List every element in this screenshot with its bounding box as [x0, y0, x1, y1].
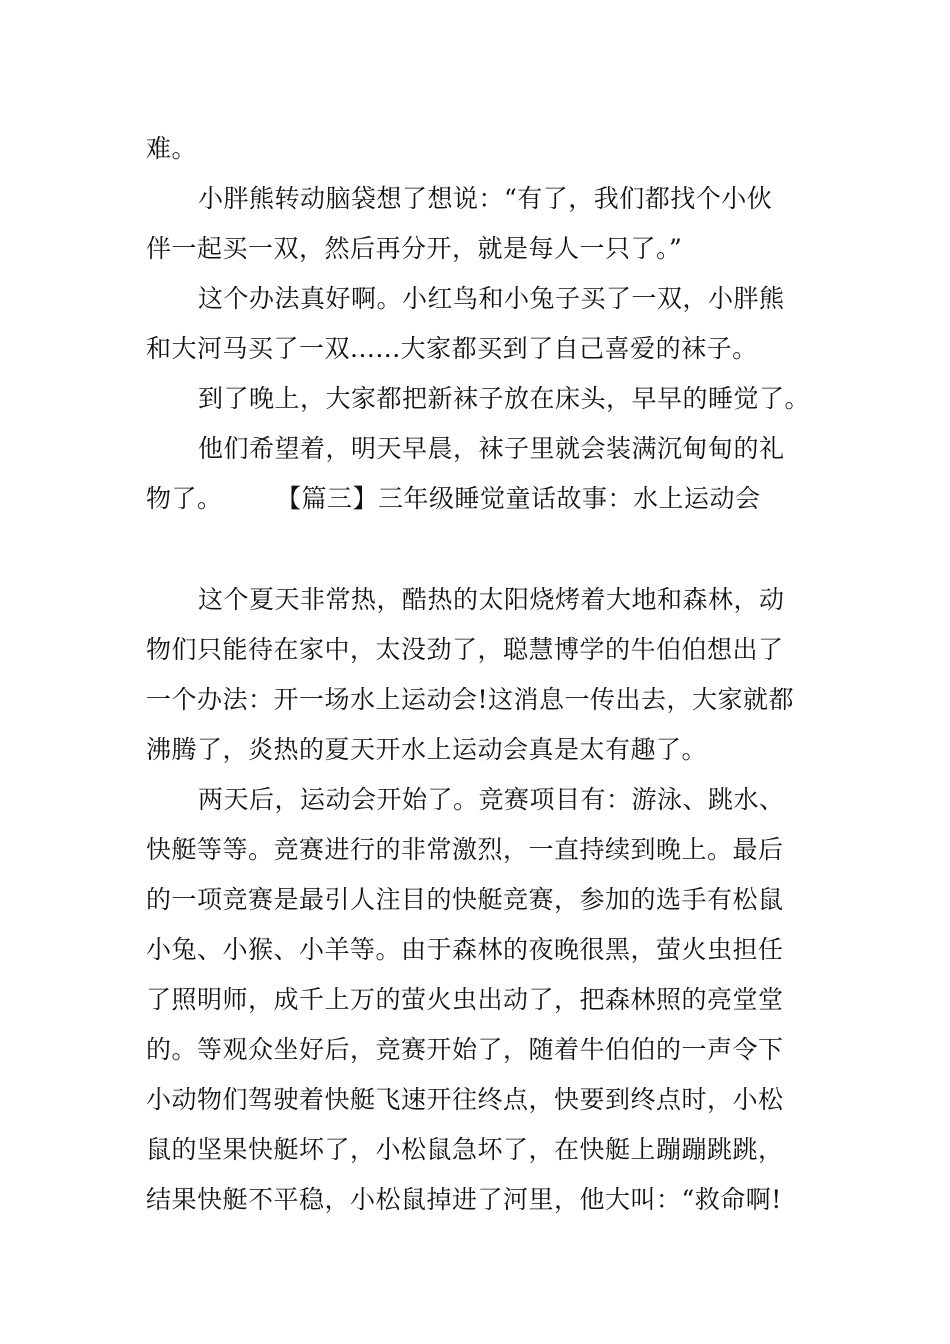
text-line: 伴一起买一双，然后再分开，就是每人一只了。” [146, 234, 683, 263]
text-line: 小兔、小猴、小羊等。由于森林的夜晚很黑，萤火虫担任 [146, 935, 784, 964]
text-line: 了照明师，成千上万的萤火虫出动了，把森林照的亮堂堂 [146, 985, 784, 1014]
text-line: 鼠的坚果快艇坏了，小松鼠急坏了，在快艇上蹦蹦跳跳， [146, 1135, 784, 1164]
paragraph-start-line: 小胖熊转动脑袋想了想说：“有了，我们都找个小伙 [198, 184, 773, 213]
text-line: 难。 [146, 134, 198, 163]
paragraph-start-line: 他们希望着，明天早晨，袜子里就会装满沉甸甸的礼 [198, 434, 785, 463]
paragraph-start-line: 两天后，运动会开始了。竞赛项目有：游泳、跳水、 [198, 785, 785, 814]
text-line: 和大河马买了一双......大家都买到了自己喜爱的袜子。 [146, 334, 758, 363]
text-line: 物们只能待在家中，太没劲了，聪慧博学的牛伯伯想出了 [146, 635, 784, 664]
text-line-with-title [146, 483, 818, 515]
paragraph-start-line: 到了晚上，大家都把新袜子放在床头，早早的睡觉了。 [198, 384, 811, 413]
text-line: 的。等观众坐好后，竞赛开始了，随着牛伯伯的一声令下 [146, 1035, 784, 1064]
text-line: 沸腾了，炎热的夏天开水上运动会真是太有趣了。 [146, 735, 708, 764]
text-fragment: 物了。 [146, 484, 223, 513]
text-line: 一个办法：开一场水上运动会!这消息一传出去，大家就都 [146, 685, 795, 714]
paragraph-start-line: 这个办法真好啊。小红鸟和小兔子买了一双，小胖熊 [198, 284, 785, 313]
text-line: 快艇等等。竞赛进行的非常激烈，一直持续到晚上。最后 [146, 835, 784, 864]
paragraph-start-line: 这个夏天非常热，酷热的太阳烧烤着大地和森林，动 [198, 585, 785, 614]
text-line: 结果快艇不平稳，小松鼠掉进了河里，他大叫：“救命啊! [146, 1185, 782, 1214]
section-title: 【篇三】三年级睡觉童话故事：水上运动会 [288, 484, 761, 513]
text-line: 小动物们驾驶着快艇飞速开往终点，快要到终点时，小松 [146, 1085, 784, 1114]
text-line: 的一项竞赛是最引人注目的快艇竞赛，参加的选手有松鼠 [146, 885, 784, 914]
